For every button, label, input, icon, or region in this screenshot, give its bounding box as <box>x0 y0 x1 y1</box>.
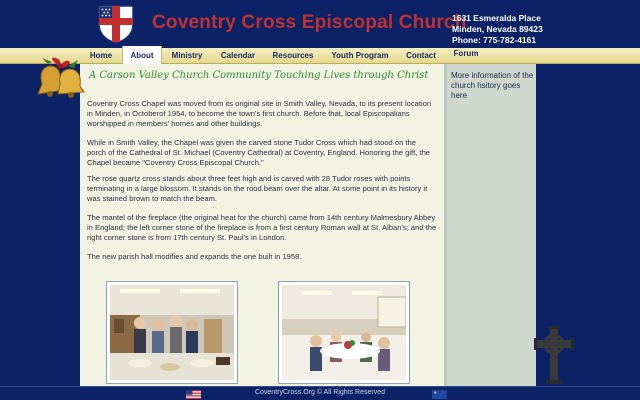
nav-ministry[interactable]: Ministry <box>171 51 203 60</box>
phone-number: Phone: 775-782-4161 <box>452 35 537 45</box>
tagline: A Carson Valley Church Community Touching Lives through Christ <box>89 70 429 81</box>
nav-contact[interactable]: Contact <box>406 51 436 60</box>
history-paragraph-5: The new parish hall modifies and expands the one built in 1958. <box>87 252 302 261</box>
address-street: 1631 Esmeralda Place <box>452 13 541 23</box>
parish-hall-kitchen-image <box>110 285 234 380</box>
nav-resources[interactable]: Resources <box>272 51 314 60</box>
nav-forum[interactable]: Forum <box>453 49 479 58</box>
nav-home[interactable]: Home <box>89 51 113 60</box>
address-city: Minden, Nevada 89423 <box>452 24 543 34</box>
contact-info <box>452 13 543 46</box>
nav-youth-program[interactable]: Youth Program <box>331 51 389 60</box>
sidebar-text: More information of the church hsitory goes here <box>451 71 534 100</box>
parish-hall-dining-image <box>282 285 406 380</box>
site-header <box>0 0 640 48</box>
celtic-cross-icon <box>532 324 576 386</box>
main-nav <box>0 48 640 64</box>
history-paragraph-1: Coventry Cross Chapel was moved from its original site in Smith Valley, Nevada, to its present location in Minden, in Octoberof 1954, to become the town's first church. Before that, local Episcopalians worshipped in members' homes and other buildings. <box>87 99 432 128</box>
history-paragraph-4: The mantel of the fireplace (the original heat for the church) came from 14th century Malmesbury Abbey in England; the left corner stone of the fireplace is from a first century Roman wall at St. Alban's; and the right corner stone is from 17th century St. Paul's in London. <box>87 213 437 242</box>
copyright-text: CoventryCross.Org © All Rights Reserved <box>254 389 386 396</box>
episcopal-shield-icon[interactable] <box>97 4 135 44</box>
history-paragraph-3: The rose quartz cross stands about three feet high and is carved with 28 Tudor roses with points terminating in a large blossom. It stands on the rood beam over the altar. At some point in its history it was stained brown to match the beam. <box>87 174 428 203</box>
nevada-flag-icon <box>432 390 447 399</box>
church-title: Coventry Cross Episcopal Church <box>152 12 467 33</box>
left-margin <box>0 64 80 386</box>
christmas-bells-icon <box>34 54 90 110</box>
nav-calendar[interactable]: Calendar <box>220 51 256 60</box>
site-footer <box>0 386 640 400</box>
nav-about[interactable]: About <box>122 46 162 64</box>
parish-hall-photo-1[interactable] <box>106 281 238 384</box>
parish-hall-photo-2[interactable] <box>278 281 410 384</box>
history-paragraph-2: While in Smith Valley, the Chapel was given the carved stone Tudor Cross which had stood on the porch of the Cathedral of St. Michael (Coventry Cathedral) at Coventry, England. Honoring the gift, the Chapel became "Coventry Cross Episcopal Church." <box>87 138 431 167</box>
sidebar-panel <box>444 64 536 386</box>
